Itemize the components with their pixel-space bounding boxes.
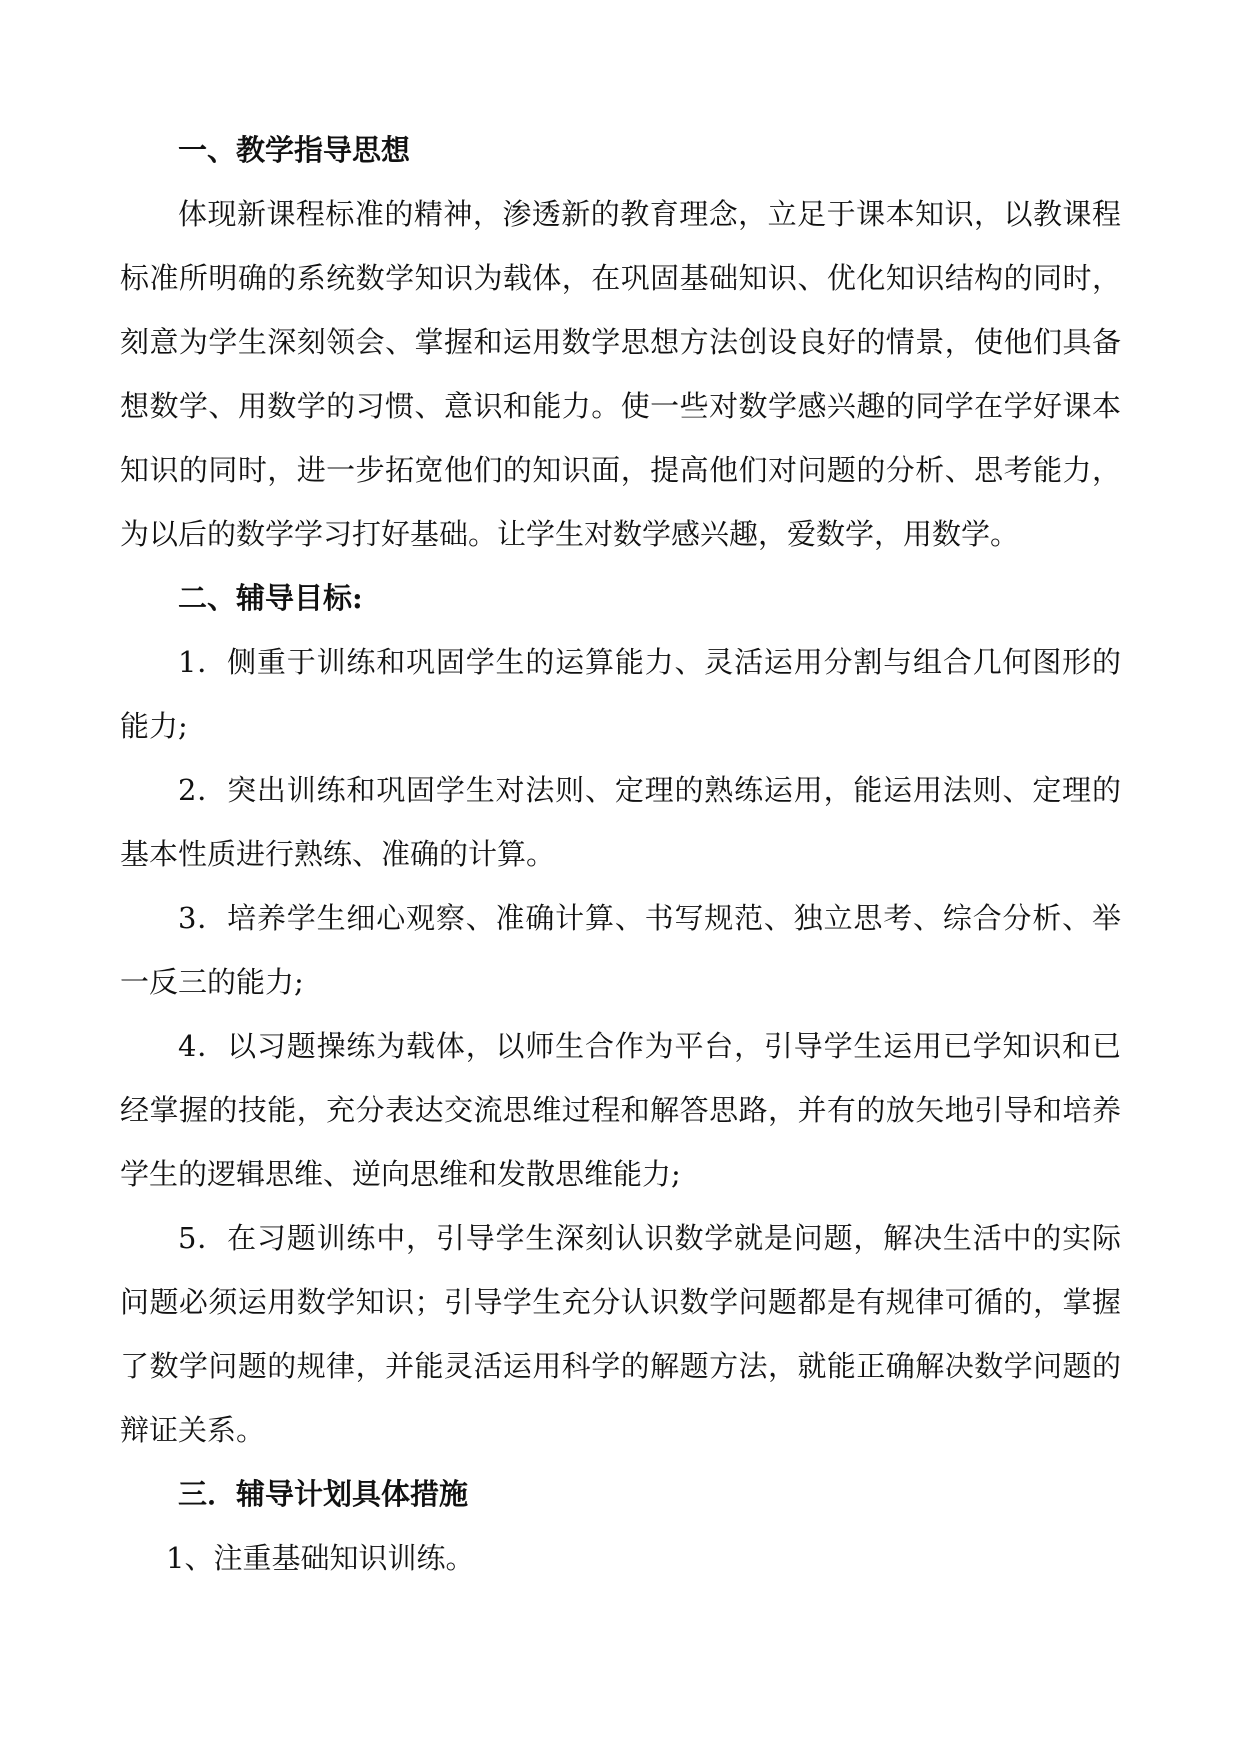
goal-item-1: 1．侧重于训练和巩固学生的运算能力、灵活运用分割与组合几何图形的能力; [120, 645, 1121, 743]
section-heading-2: 二、辅导目标: [178, 581, 363, 615]
goal-item-5: 5．在习题训练中，引导学生深刻认识数学就是问题，解决生活中的实际问题必须运用数学知识；引导学生充分认识数学问题都是有规律可循的，掌握了数学问题的规律，并能灵活运用科学的解题方法，就能正确解决数学问题的辩证关系。 [120, 1221, 1121, 1447]
section-heading-3: 三．辅导计划具体措施 [178, 1477, 469, 1511]
section-heading-1: 一、教学指导思想 [178, 133, 411, 167]
goal-item-2: 2．突出训练和巩固学生对法则、定理的熟练运用，能运用法则、定理的基本性质进行熟练、准确的计算。 [120, 773, 1121, 871]
document-body [120, 118, 1121, 1590]
paragraph-guiding-thought: 体现新课程标准的精神，渗透新的教育理念，立足于课本知识，以教课程标准所明确的系统数学知识为载体，在巩固基础知识、优化知识结构的同时，刻意为学生深刻领会、掌握和运用数学思想方法创设良好的情景，使他们具备想数学、用数学的习惯、意识和能力。使一些对数学感兴趣的同学在学好课本知识的同时，进一步拓宽他们的知识面，提高他们对问题的分析、思考能力，为以后的数学学习打好基础。让学生对数学感兴趣，爱数学，用数学。 [120, 197, 1121, 551]
goal-item-3: 3．培养学生细心观察、准确计算、书写规范、独立思考、综合分析、举一反三的能力; [120, 901, 1121, 999]
goal-item-4: 4．以习题操练为载体，以师生合作为平台，引导学生运用已学知识和已经掌握的技能，充分表达交流思维过程和解答思路，并有的放矢地引导和培养学生的逻辑思维、逆向思维和发散思维能力; [120, 1029, 1121, 1191]
measure-item-1: 1、注重基础知识训练。 [166, 1541, 475, 1575]
